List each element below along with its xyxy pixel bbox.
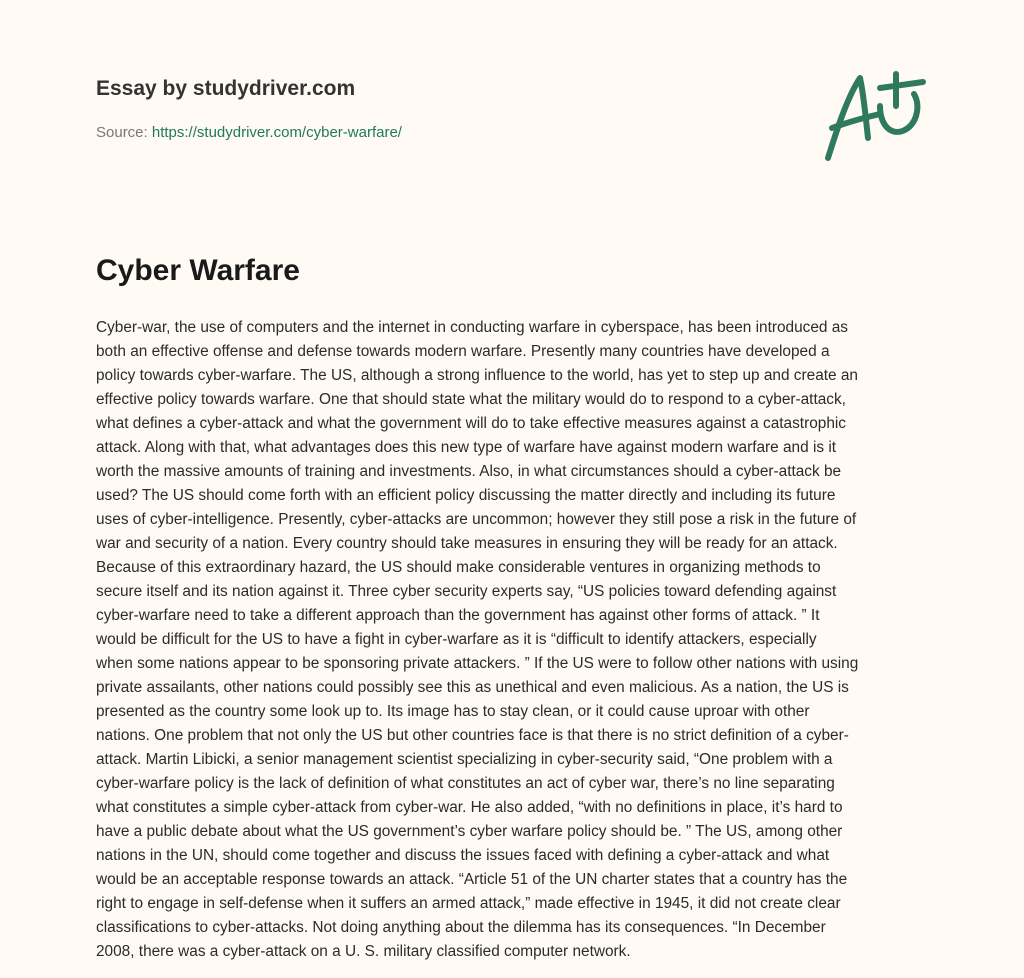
paragraph-line: attack. Along with that, what advantages does this new type of warfare have against modern warfare and is it — [96, 439, 837, 456]
paragraph-line: classifications to cyber-attacks. Not doing anything about the dilemma has its consequences. “In December — [96, 919, 826, 936]
paragraph-line: Cyber-war, the use of computers and the internet in conducting warfare in cyberspace, has been introduced as — [96, 319, 849, 336]
a-plus-logo-icon — [818, 66, 930, 166]
paragraph-line: used? The US should come forth with an efficient policy discussing the matter directly and including its future — [96, 487, 836, 504]
source-line — [96, 124, 402, 141]
paragraph-line: private assailants, other nations could possibly see this as unethical and even malicious. As a nation, the US is — [96, 679, 849, 696]
paragraph-line: war and security of a nation. Every country should take measures in ensuring they will be ready for an attack. — [96, 535, 838, 552]
paragraph-line: secure itself and its nation against it. Three cyber security experts say, “US policies toward defending against — [96, 583, 837, 600]
paragraph-line: 2008, there was a cyber-attack on a U. S. military classified computer network. — [96, 943, 631, 960]
paragraph-line: uses of cyber-intelligence. Presently, cyber-attacks are uncommon; however they still pose a risk in the future of — [96, 511, 857, 528]
paragraph-line: what constitutes a simple cyber-attack from cyber-war. He also added, “with no definitions in place, it’s hard to — [96, 799, 843, 816]
paragraph-line: nations. One problem that not only the US but other countries face is that there is no strict definition of a cyber- — [96, 727, 849, 744]
paragraph-line: would be an acceptable response towards an attack. “Article 51 of the UN charter states that a country has the — [96, 871, 848, 888]
paragraph-line: presented as the country some look up to. Its image has to stay clean, or it could cause uproar with other — [96, 703, 810, 720]
paragraph-line: would be difficult for the US to have a fight in cyber-warfare as it is “difficult to identify attackers, especially — [96, 631, 817, 648]
paragraph-line: have a public debate about what the US government’s cyber warfare policy should be. ” The US, among other — [96, 823, 843, 840]
paragraph-line: what defines a cyber-attack and what the government will do to take effective measures against a catastrophic — [96, 415, 846, 432]
paragraph-line: nations in the UN, should come together and discuss the issues faced with defining a cyber-attack and what — [96, 847, 830, 864]
paragraph-line: worth the massive amounts of training and investments. Also, in what circumstances should a cyber-attack be — [96, 463, 842, 480]
source-label: Source: — [96, 124, 148, 141]
paragraph-line: when some nations appear to be sponsoring private attackers. ” If the US were to follow other nations with using — [96, 655, 859, 672]
article-title: Cyber Warfare — [96, 254, 300, 287]
paragraph-line: effective policy towards warfare. One that should state what the military would do to respond to a cyber-attack, — [96, 391, 846, 408]
paragraph-line: attack. Martin Libicki, a senior management scientist specializing in cyber-security said, “One problem with a — [96, 751, 833, 768]
paragraph-line: cyber-warfare need to take a different approach than the government has against other forms of attack. ” It — [96, 607, 820, 624]
paragraph-line: right to engage in self-defense when it suffers an armed attack,” made effective in 1945, it did not create clear — [96, 895, 841, 912]
source-link[interactable]: https://studydriver.com/cyber-warfare/ — [151, 124, 402, 141]
paragraph-line: policy towards cyber-warfare. The US, although a strong influence to the world, has yet to step up and create an — [96, 367, 858, 384]
paragraph-line: Because of this extraordinary hazard, the US should make considerable ventures in organizing methods to — [96, 559, 821, 576]
paragraph-line: both an effective offense and defense towards modern warfare. Presently many countries have developed a — [96, 343, 830, 360]
paragraph-line: cyber-warfare policy is the lack of definition of what constitutes an act of cyber war, there’s no line separating — [96, 775, 835, 792]
article-body — [96, 316, 936, 964]
site-brand: Essay by studydriver.com — [96, 77, 356, 100]
